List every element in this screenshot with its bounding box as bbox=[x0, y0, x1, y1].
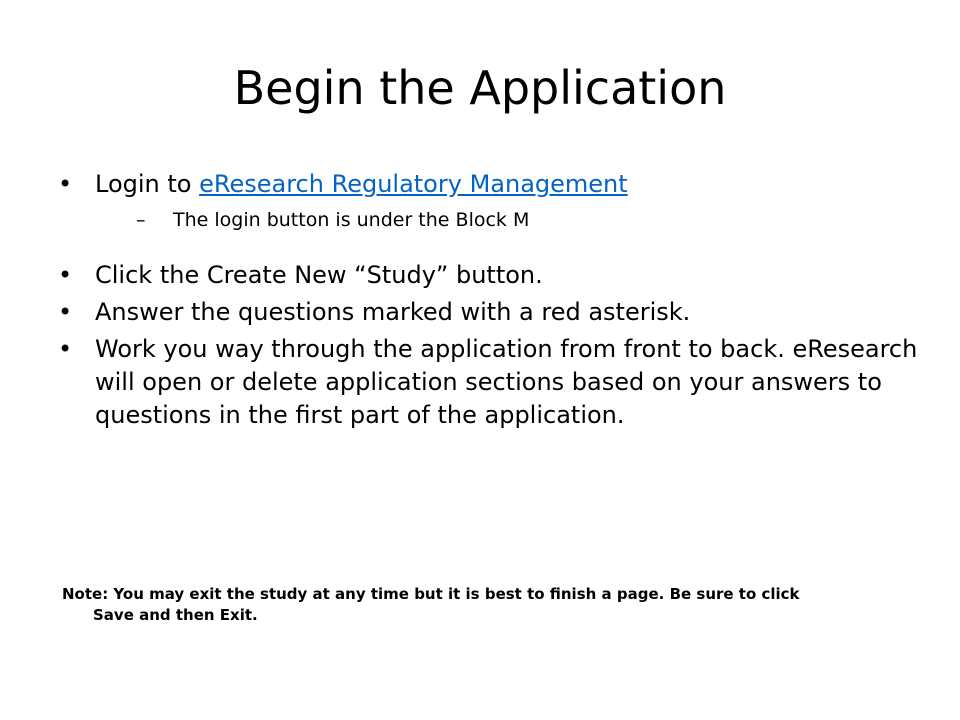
bullet-work bbox=[58, 333, 918, 432]
answer-text: Answer the questions marked with a red asterisk. bbox=[95, 298, 691, 326]
bullet-list bbox=[58, 168, 918, 436]
bullet-dot-icon: • bbox=[58, 170, 73, 198]
work-text: Work you way through the application from front to back. eResearch will open or delete application sections based on your answers to questions in the first part of the application. bbox=[95, 335, 918, 429]
sub-bullet-login-button bbox=[136, 205, 918, 235]
eresearch-link[interactable]: eResearch Regulatory Management bbox=[199, 170, 628, 198]
note bbox=[62, 584, 902, 626]
bullet-dot-icon: • bbox=[58, 298, 73, 326]
bullet-create bbox=[58, 259, 918, 292]
note-line-1: Note: You may exit the study at any time but it is best to finish a page. Be sure to click bbox=[62, 585, 800, 603]
bullet-login bbox=[58, 168, 918, 201]
login-sub-text: The login button is under the Block M bbox=[173, 209, 530, 231]
note-line-2: Save and then Exit. bbox=[93, 606, 258, 624]
bullet-dot-icon: • bbox=[58, 261, 73, 289]
slide-title: Begin the Application bbox=[233, 61, 727, 115]
dash-icon: – bbox=[136, 209, 146, 231]
login-prefix-text: Login to bbox=[95, 170, 200, 198]
bullet-dot-icon: • bbox=[58, 335, 73, 363]
create-text: Click the Create New “Study” button. bbox=[95, 261, 543, 289]
bullet-answer bbox=[58, 296, 918, 329]
